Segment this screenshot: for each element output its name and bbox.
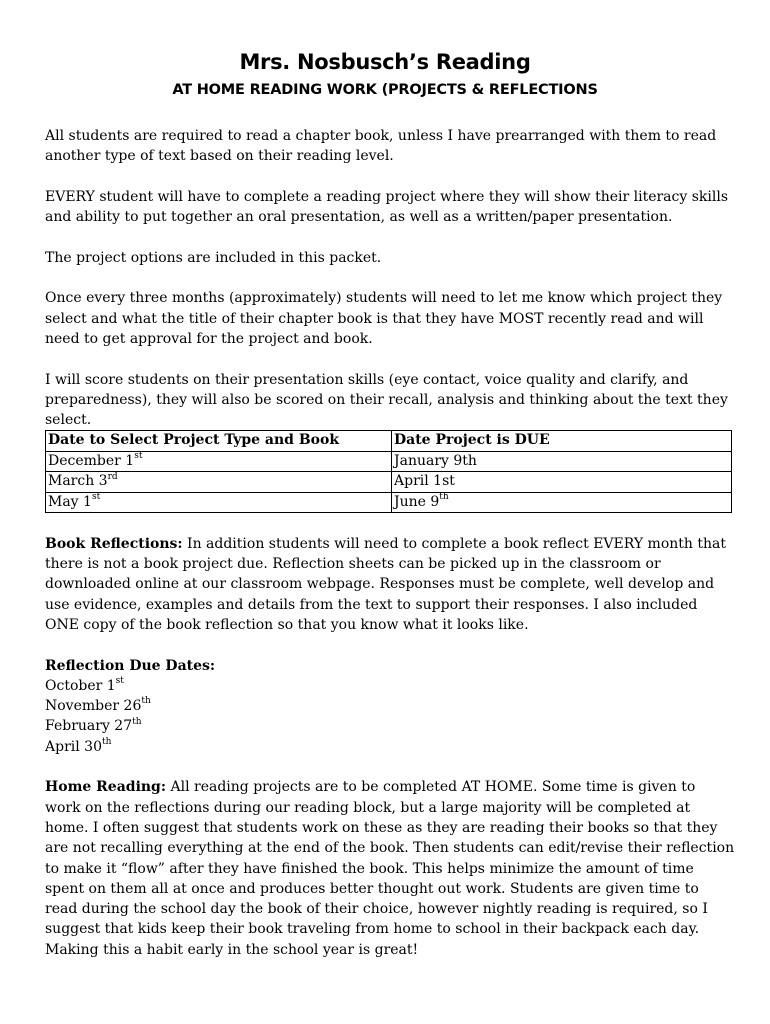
- list-item: November 26th: [45, 696, 151, 715]
- table-header-row: [46, 431, 732, 452]
- paragraph-home-reading: Home Reading: All reading projects are to be completed AT HOME. Some time is given to work on the reflections during our reading block, but a large majority will be completed at home. I often suggest that students work on these as they are reading their books so that they are not recalling everything at the end of the book. Then students can edit/revise their reflection to make it “flow” after they have finished the book. This helps minimize the amount of time spent on them all at once and produces better thought out work. Students are given time to read during the school day the book of their choice, however nightly reading is required, so I suggest that kids keep their book traveling from home to school in their backpack each day. Making this a habit early in the school year is great!: [45, 779, 735, 958]
- table-cell-due: January 9th: [392, 451, 732, 472]
- document-body: [45, 126, 735, 960]
- table-cell-select: December 1st: [46, 451, 392, 472]
- list-item: February 27th: [45, 716, 142, 735]
- page-subtitle: AT HOME READING WORK (PROJECTS & REFLECTIONS: [172, 82, 598, 98]
- table-row: [46, 492, 732, 513]
- book-reflections-label: Book Reflections:: [45, 535, 183, 552]
- list-item: October 1st: [45, 676, 124, 694]
- paragraph-chapter-book: All students are required to read a chapter book, unless I have prearranged with them to read another type of text based on their reading level.: [45, 128, 717, 165]
- table-cell-due: April 1st: [392, 472, 732, 493]
- paragraph-approval: Once every three months (approximately) students will need to let me know which project they select and what the title of their chapter book is that they have MOST recently read and will need to get approval for the project and book.: [45, 290, 723, 347]
- table-row: [46, 472, 732, 493]
- paragraph-project-options: The project options are included in this packet.: [45, 249, 382, 266]
- table-header-due: Date Project is DUE: [392, 431, 732, 452]
- table-row: [46, 451, 732, 472]
- table-header-select: Date to Select Project Type and Book: [46, 431, 392, 452]
- paragraph-reading-project: EVERY student will have to complete a reading project where they will show their literacy skills and ability to put together an oral presentation, as well as a written/paper presentation.: [45, 188, 729, 226]
- table-cell-select: May 1st: [46, 492, 392, 513]
- paragraph-scoring: I will score students on their presentation skills (eye contact, voice quality and clarify, and preparedness), they will also be scored on their recall, analysis and thinking about the text they select.: [45, 371, 728, 429]
- page-title: Mrs. Nosbusch’s Reading: [239, 50, 531, 74]
- reflection-due-dates-label: Reflection Due Dates:: [45, 657, 216, 674]
- list-item: April 30th: [45, 737, 112, 755]
- reflection-due-dates: [45, 656, 735, 757]
- table-cell-due: June 9th: [392, 492, 732, 513]
- home-reading-label: Home Reading:: [45, 779, 167, 796]
- table-cell-select: March 3rd: [46, 472, 392, 493]
- paragraph-book-reflections: Book Reflections: In addition students will need to complete a book reflect EVERY month that there is not a book project due. Reflection sheets can be picked up in the classroom or downloaded online at our classroom webpage. Responses must be complete, well develop and use evidence, examples and details from the text to support their responses. I also included ONE copy of the book reflection so that you know what it looks like.: [45, 535, 726, 633]
- project-schedule-table: [45, 430, 732, 513]
